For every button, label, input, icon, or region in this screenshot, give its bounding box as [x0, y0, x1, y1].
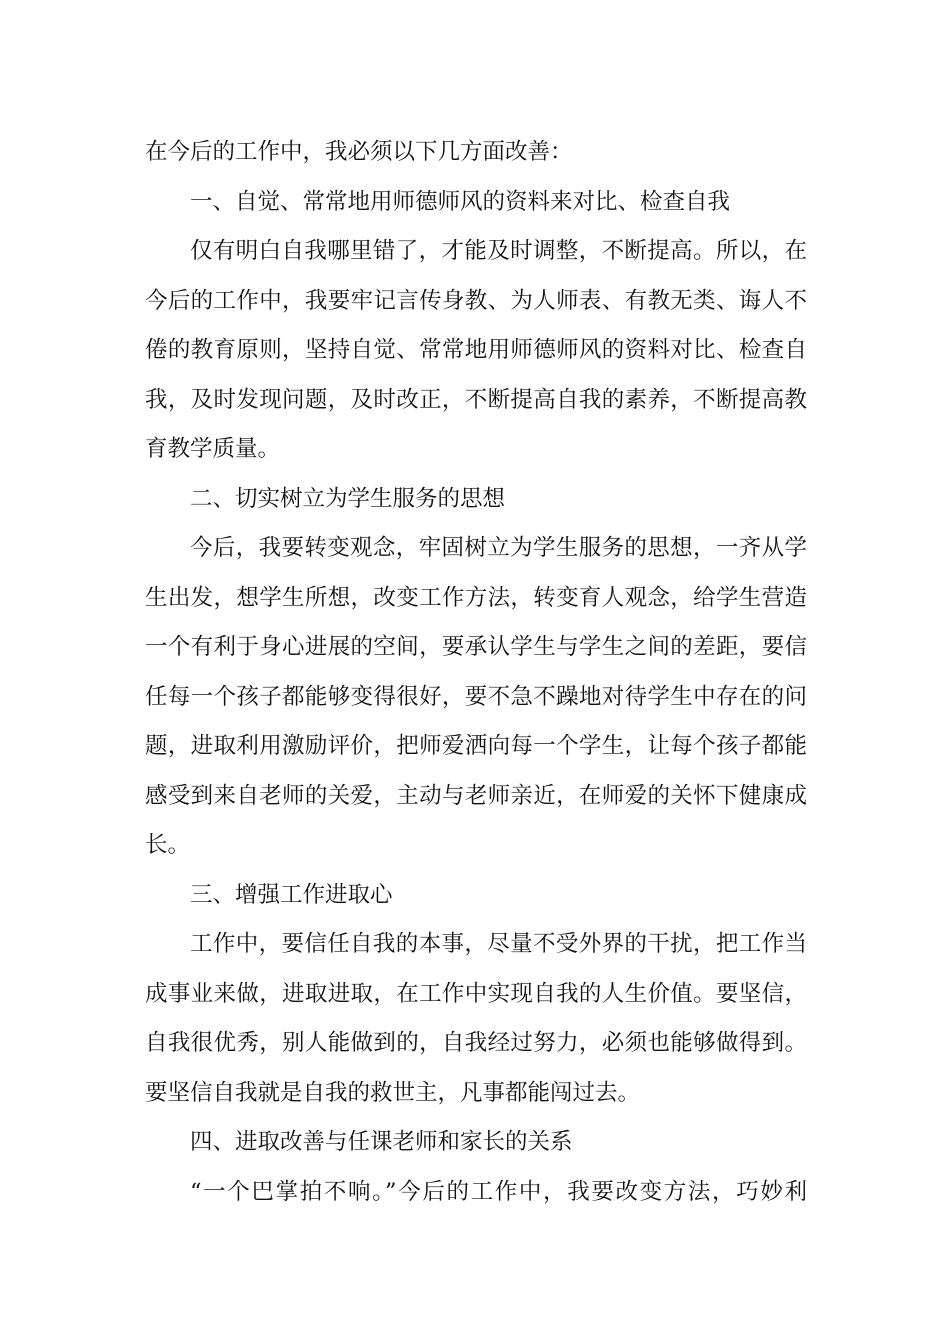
- text-line: 今后，我要转变观念，牢固树立为学生服务的思想，一齐从学: [190, 535, 807, 561]
- text-line: 倦的教育原则，坚持自觉、常常地用师德师风的资料对比、检查自: [145, 337, 807, 363]
- text-line: 今后的工作中，我要牢记言传身教、为人师表、有教无类、诲人不: [145, 287, 807, 314]
- section-heading-1: 一、自觉、常常地用师德师风的资料来对比、检查自我: [190, 188, 731, 215]
- body-text: [145, 128, 807, 1217]
- text-line: 育教学质量。: [145, 436, 281, 462]
- text-line: 仅有明白自我哪里错了，才能及时调整，不断提高。所以，在: [190, 238, 807, 264]
- text-line: 生出发，想学生所想，改变工作方法，转变育人观念，给学生营造: [145, 584, 807, 611]
- text-line: 题，进取利用激励评价，把师爱洒向每一个学生，让每个孩子都能: [145, 733, 807, 759]
- text-line: 自我很优秀，别人能做到的，自我经过努力，必须也能够做得到。: [145, 1030, 807, 1056]
- text-line: 工作中，要信任自我的本事，尽量不受外界的干扰，把工作当: [190, 931, 807, 957]
- text-line: 在今后的工作中，我必须以下几方面改善：: [145, 139, 573, 165]
- text-line: 我，及时发现问题，及时改正，不断提高自我的素养，不断提高教: [145, 386, 807, 413]
- text-line: 成事业来做，进取进取，在工作中实现自我的人生价值。要坚信，: [145, 980, 807, 1007]
- section-heading-3: 三、增强工作进取心: [190, 881, 393, 908]
- text-line: 一个有利于身心进展的空间，要承认学生与学生之间的差距，要信: [145, 634, 807, 660]
- section-heading-2: 二、切实树立为学生服务的思想: [190, 485, 506, 512]
- text-line: 长。: [145, 832, 191, 858]
- text-line: 感受到来自老师的关爱，主动与老师亲近，在师爱的关怀下健康成: [145, 782, 807, 809]
- section-heading-4: 四、进取改善与任课老师和家长的关系: [190, 1129, 573, 1155]
- text-line: 任每一个孩子都能够变得很好，要不急不躁地对待学生中存在的问: [145, 683, 807, 710]
- text-line: 要坚信自我就是自我的救世主，凡事都能闯过去。: [145, 1079, 641, 1106]
- text-line: “一个巴掌拍不响。”今后的工作中，我要改变方法，巧妙利: [190, 1178, 807, 1205]
